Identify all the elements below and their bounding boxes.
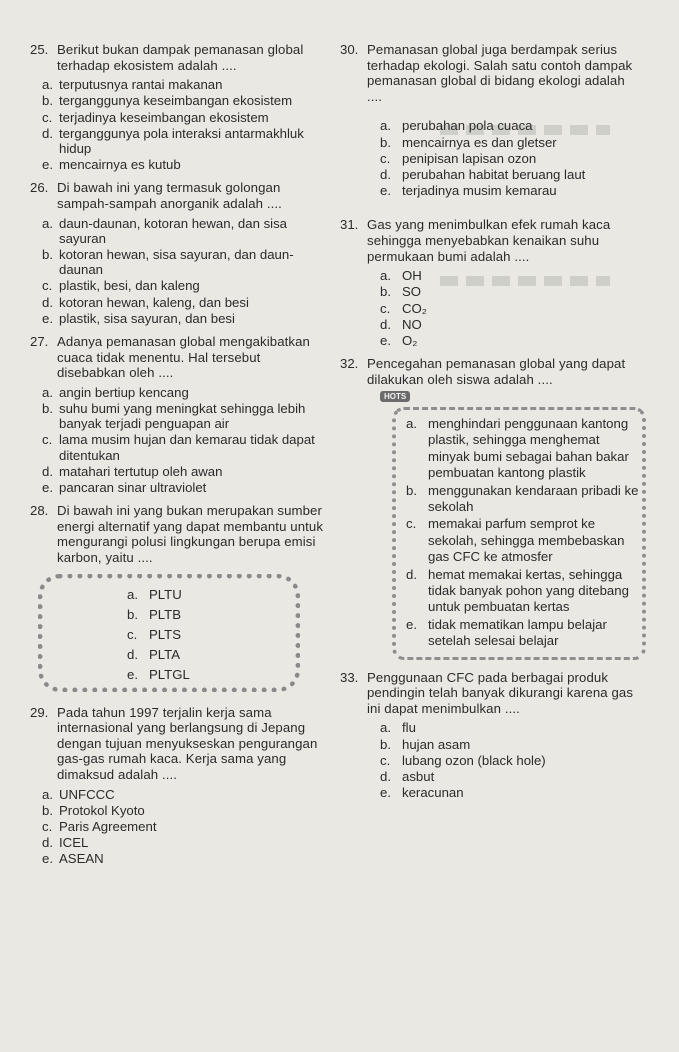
option-letter: d. (380, 166, 391, 182)
options-box (38, 574, 300, 692)
option-c[interactable] (42, 819, 330, 834)
option-letter: c. (380, 300, 391, 316)
option-b[interactable] (42, 247, 330, 277)
option-c[interactable] (406, 516, 642, 565)
option-letter: b. (380, 134, 391, 150)
option-letter: c. (42, 818, 53, 834)
option-letter: d. (42, 294, 53, 310)
question-text: Berikut bukan dampak pemanasan global terhadap ekosistem adalah .... (57, 42, 304, 73)
option-c[interactable] (380, 301, 640, 316)
option-letter: d. (42, 835, 53, 851)
options-list (380, 268, 640, 348)
option-text: perubahan pola cuaca (402, 118, 533, 134)
option-e[interactable] (42, 851, 330, 866)
option-letter: e. (380, 785, 391, 801)
option-letter: b. (42, 802, 53, 818)
option-e[interactable] (42, 311, 330, 326)
option-text: pancaran sinar ultraviolet (59, 480, 207, 496)
options-list (42, 77, 330, 172)
question-30 (340, 42, 640, 198)
option-letter: b. (42, 93, 53, 109)
option-a[interactable] (406, 416, 642, 482)
option-b[interactable] (406, 483, 642, 516)
option-letter: a. (380, 268, 391, 284)
option-e[interactable] (380, 785, 640, 800)
option-text: plastik, besi, dan kaleng (59, 278, 200, 294)
option-d[interactable] (42, 464, 330, 479)
option-text: SO (402, 284, 422, 300)
option-letter: a. (42, 384, 53, 400)
option-letter: b. (42, 401, 53, 416)
question-text: Adanya pemanasan global mengakibatkan cuaca tidak menentu. Hal tersebut disebabkan oleh .... (57, 334, 310, 381)
question-number: 32. (340, 356, 359, 372)
option-text: PLTGL (149, 666, 190, 682)
option-text: plastik, sisa sayuran, dan besi (59, 310, 235, 326)
option-c[interactable] (42, 110, 330, 125)
option-d[interactable] (380, 317, 640, 332)
option-letter: a. (42, 215, 53, 231)
question-text: Pemanasan global juga berdampak serius terhadap ekologi. Salah satu contoh dampak pemanasan global di bidang ekologi adalah .... (367, 42, 633, 104)
option-text: CO₂ (402, 300, 427, 316)
option-text: PLTU (149, 586, 182, 602)
option-d[interactable] (42, 835, 330, 850)
option-letter: a. (42, 77, 53, 93)
option-text: terputusnya rantai makanan (59, 77, 223, 93)
options-box (392, 407, 646, 660)
question-26 (30, 180, 330, 326)
question-27 (30, 334, 330, 495)
option-d[interactable] (406, 567, 642, 616)
question-31 (340, 217, 640, 348)
options-list (380, 720, 640, 800)
option-e[interactable] (380, 183, 640, 198)
option-e[interactable] (42, 157, 330, 172)
left-column (30, 42, 330, 868)
option-c[interactable] (380, 151, 640, 166)
option-letter: e. (380, 332, 391, 348)
option-text: kotoran hewan, sisa sayuran, dan daun-daunan (59, 247, 294, 278)
option-letter: c. (380, 752, 391, 768)
option-text: PLTB (149, 606, 182, 622)
option-text: tidak mematikan lampu belajar setelah selesai belajar (428, 616, 607, 649)
option-letter: a. (406, 415, 417, 431)
question-28 (30, 503, 330, 691)
options-list (42, 385, 330, 495)
option-letter: c. (42, 278, 53, 294)
option-letter: b. (42, 247, 53, 262)
option-e[interactable] (127, 665, 295, 684)
question-number: 33. (340, 669, 359, 685)
option-letter: a. (380, 720, 391, 736)
option-b[interactable] (380, 284, 640, 299)
option-letter: a. (42, 786, 53, 802)
option-letter: d. (42, 125, 53, 141)
option-text: lama musim hujan dan kemarau tidak dapat ditentukan (59, 432, 315, 463)
option-a[interactable] (380, 268, 640, 283)
option-e[interactable] (42, 480, 330, 495)
question-number: 25. (30, 42, 49, 57)
option-letter: d. (406, 566, 417, 582)
option-text: terganggunya pola interaksi antarmakhluk hidup (59, 125, 304, 156)
option-letter: c. (42, 432, 53, 448)
option-letter: c. (380, 150, 391, 166)
option-text: mencairnya es kutub (59, 157, 181, 173)
option-a[interactable] (42, 77, 330, 92)
question-text: Di bawah ini yang termasuk golongan sampah-sampah anorganik adalah .... (57, 180, 282, 211)
option-b[interactable] (42, 93, 330, 108)
option-text: penipisan lapisan ozon (402, 150, 537, 166)
option-a[interactable] (380, 118, 640, 133)
question-33 (340, 670, 640, 801)
option-letter: a. (380, 118, 391, 134)
option-d[interactable] (380, 167, 640, 182)
option-text: ASEAN (59, 851, 104, 867)
option-text: kotoran hewan, kaleng, dan besi (59, 294, 249, 310)
option-letter: d. (380, 769, 391, 785)
option-text: hemat memakai kertas, sehingga tidak banyak pohon yang ditebang untuk pembuatan kertas (428, 566, 629, 615)
question-25 (30, 42, 330, 172)
option-c[interactable] (380, 753, 640, 768)
option-letter: e. (406, 616, 417, 632)
question-29 (30, 705, 330, 867)
option-c[interactable] (127, 625, 295, 644)
option-text: UNFCCC (59, 786, 115, 802)
option-letter: d. (42, 463, 53, 479)
question-number: 31. (340, 217, 359, 233)
option-text: keracunan (402, 785, 464, 801)
option-b[interactable] (380, 135, 640, 150)
option-text: ICEL (59, 835, 89, 851)
option-text: Paris Agreement (59, 818, 157, 834)
option-c[interactable] (42, 278, 330, 293)
option-text: suhu bumi yang meningkat sehingga lebih banyak terjadi penguapan air (59, 401, 306, 432)
option-letter: c. (406, 516, 417, 532)
option-b[interactable] (380, 737, 640, 752)
hots-badge: HOTS (380, 391, 410, 402)
question-text: Penggunaan CFC pada berbagai produk pendingin telah banyak dikurangi karena gas ini dapat menimbulkan .... (367, 669, 634, 716)
option-letter: c. (127, 626, 138, 642)
option-text: terjadinya keseimbangan ekosistem (59, 109, 269, 125)
option-text: angin bertiup kencang (59, 384, 189, 400)
option-e[interactable] (380, 333, 640, 348)
option-text: memakai parfum semprot ke sekolah, sehingga membebaskan gas CFC ke atmosfer (428, 516, 625, 565)
question-text: Pada tahun 1997 terjalin kerja sama internasional yang berlangsung di Jepang dengan tujuan menyukseskan pengurangan gas-gas rumah kaca. Kerja sama yang dimaksud adalah .... (57, 704, 318, 782)
option-text: menggunakan kendaraan pribadi ke sekolah (428, 482, 639, 514)
option-text: Protokol Kyoto (59, 802, 145, 818)
option-letter: b. (406, 482, 417, 498)
option-letter: e. (42, 480, 53, 496)
option-letter: e. (42, 851, 53, 867)
option-text: terjadinya musim kemarau (402, 183, 557, 199)
option-a[interactable] (42, 385, 330, 400)
option-text: terganggunya keseimbangan ekosistem (59, 93, 293, 109)
option-text: PLTA (149, 646, 181, 662)
option-letter: b. (380, 736, 391, 752)
option-text: OH (402, 268, 422, 284)
right-column (340, 42, 640, 801)
option-d[interactable] (42, 126, 330, 156)
option-letter: d. (380, 316, 391, 332)
option-text: menghindari penggunaan kantong plastik, sehingga menghemat minyak bumi sebagai bahan bakar pembuatan kantong plastik (428, 415, 629, 481)
option-text: O₂ (402, 332, 418, 348)
option-b[interactable] (42, 401, 330, 431)
question-text: Di bawah ini yang bukan merupakan sumber energi alternatif yang dapat membantu untuk mengurangi polusi lingkungan berupa emisi karbon, yaitu .... (57, 503, 324, 565)
option-text: mencairnya es dan gletser (402, 134, 557, 150)
option-text: hujan asam (402, 736, 471, 752)
option-c[interactable] (42, 432, 330, 462)
option-text: flu (402, 720, 416, 736)
option-letter: e. (42, 157, 53, 173)
question-number: 29. (30, 704, 49, 720)
option-text: NO (402, 316, 422, 332)
option-text: lubang ozon (black hole) (402, 752, 546, 768)
question-number: 30. (340, 42, 359, 57)
option-letter: a. (127, 586, 138, 602)
option-a[interactable] (380, 720, 640, 735)
question-32 (340, 356, 640, 659)
question-number: 26. (30, 180, 49, 196)
option-letter: b. (380, 284, 391, 300)
options-list (42, 216, 330, 326)
option-d[interactable] (380, 769, 640, 784)
option-letter: b. (127, 606, 138, 622)
option-letter: d. (127, 646, 138, 662)
option-text: PLTS (149, 626, 182, 642)
option-letter: e. (380, 183, 391, 199)
option-a[interactable] (127, 585, 295, 604)
option-text: asbut (402, 769, 435, 785)
option-d[interactable] (127, 645, 295, 664)
question-number: 28. (30, 503, 49, 519)
option-letter: e. (127, 666, 138, 682)
question-number: 27. (30, 334, 49, 350)
question-text: Pencegahan pemanasan global yang dapat dilakukan oleh siswa adalah .... (367, 356, 626, 387)
option-letter: e. (42, 310, 53, 326)
option-d[interactable] (42, 295, 330, 310)
options-list (42, 787, 330, 867)
option-a[interactable] (42, 787, 330, 802)
option-a[interactable] (42, 216, 330, 246)
option-text: daun-daunan, kotoran hewan, dan sisa sayuran (59, 215, 288, 246)
option-b[interactable] (127, 605, 295, 624)
option-b[interactable] (42, 803, 330, 818)
option-letter: c. (42, 109, 53, 125)
question-text: Gas yang menimbulkan efek rumah kaca sehingga menyebabkan kenaikan suhu permukaan bumi adalah .... (367, 217, 611, 264)
option-text: perubahan habitat beruang laut (402, 166, 586, 182)
option-text: matahari tertutup oleh awan (59, 463, 223, 479)
options-list (380, 118, 640, 198)
option-e[interactable] (406, 617, 642, 650)
